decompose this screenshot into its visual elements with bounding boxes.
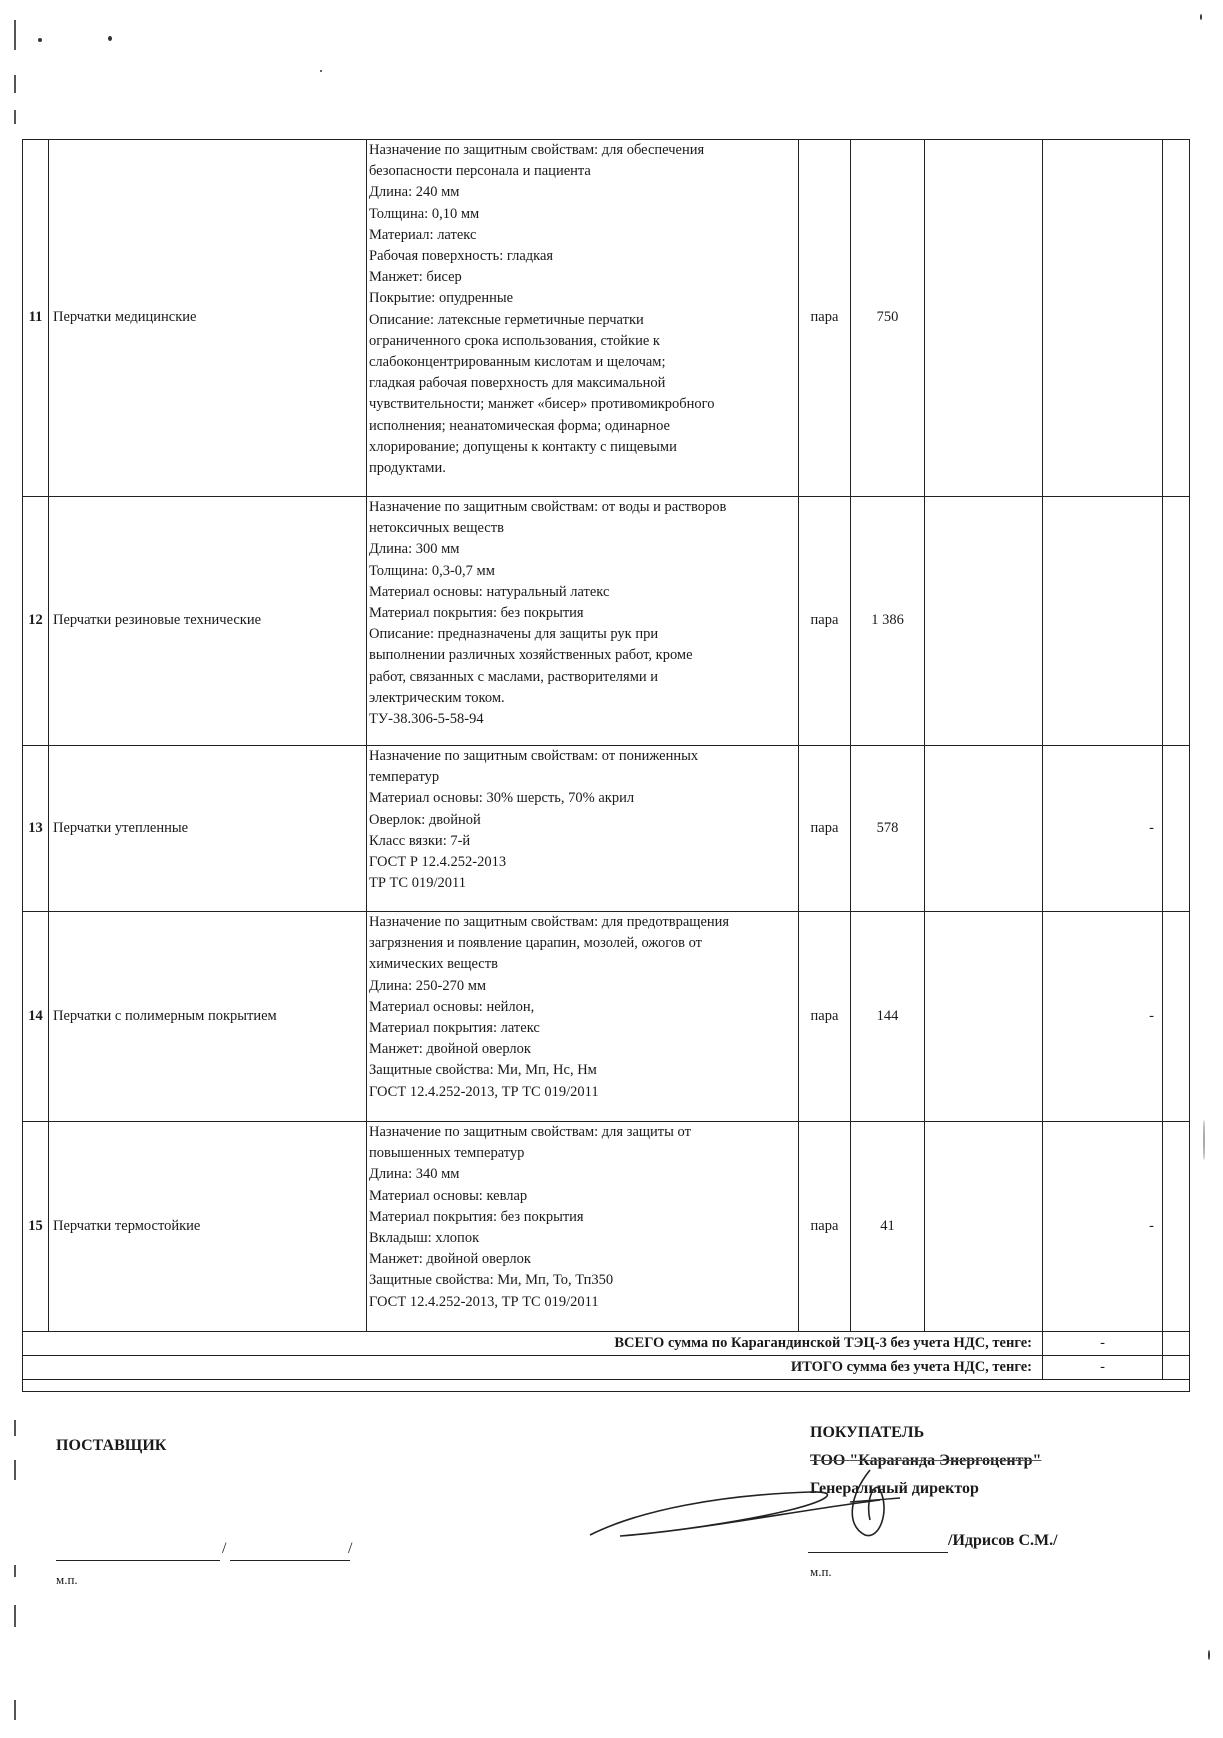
supplier-signature-line [56, 1560, 220, 1561]
supplier-title: ПОСТАВЩИК [56, 1437, 167, 1454]
buyer-title: ПОКУПАТЕЛЬ [810, 1424, 925, 1441]
item-unit: пара [799, 912, 851, 1122]
item-sum: - [1043, 1122, 1163, 1332]
row-number: 15 [23, 1122, 49, 1332]
buyer-signature [580, 1440, 1000, 1560]
total-value: - [1043, 1332, 1163, 1356]
total-extra [1163, 1332, 1190, 1356]
scan-edge-mark [14, 1460, 16, 1480]
scan-edge-mark [14, 1565, 16, 1577]
item-name: Перчатки утепленные [49, 746, 367, 912]
scan-edge-mark [14, 1420, 16, 1436]
item-price [925, 746, 1043, 912]
scan-edge-mark [14, 75, 16, 93]
item-description: Назначение по защитным свойствам: от воды и растворов нетоксичных веществ Длина: 300 мм Толщина: 0,3-0,7 мм Материал основы: натуральный латекс Материал покрытия: без покрытия Описание: предназначены для защиты рук при выполнении различных хозяйственных работ, кроме работ, связанных с маслами, растворителями и электрическим током. ТУ-38.306-5-58-94 [367, 497, 799, 746]
row-number: 11 [23, 140, 49, 497]
supplier-stamp-place: м.п. [56, 1572, 78, 1587]
table-row [23, 746, 1190, 912]
item-quantity: 578 [851, 746, 925, 912]
total-label: ВСЕГО сумма по Карагандинской ТЭЦ-3 без учета НДС, тенге: [23, 1332, 1043, 1356]
scan-edge-mark [14, 110, 16, 124]
row-number: 13 [23, 746, 49, 912]
scan-speck [108, 36, 112, 41]
item-price [925, 140, 1043, 497]
item-description: Назначение по защитным свойствам: для защиты от повышенных температур Длина: 340 мм Материал основы: кевлар Материал покрытия: без покрытия Вкладыш: хлопок Манжет: двойной оверлок Защитные свойства: Ми, Мп, То, Тп350 ГОСТ 12.4.252-2013, ТР ТС 019/2011 [367, 1122, 799, 1332]
item-unit: пара [799, 497, 851, 746]
item-name: Перчатки с полимерным покрытием [49, 912, 367, 1122]
supplier-name-line [230, 1560, 350, 1561]
item-description: Назначение по защитным свойствам: для предотвращения загрязнения и появление царапин, мозолей, ожогов от химических веществ Длина: 250-270 мм Материал основы: нейлон, Материал покрытия: латекс Манжет: двойной оверлок Защитные свойства: Ми, Мп, Нс, Нм ГОСТ 12.4.252-2013, ТР ТС 019/2011 [367, 912, 799, 1122]
item-quantity: 750 [851, 140, 925, 497]
table-row [23, 912, 1190, 1122]
total-row [23, 1332, 1190, 1356]
item-description: Назначение по защитным свойствам: от пониженных температур Материал основы: 30% шерсть, 70% акрил Оверлок: двойной Класс вязки: 7-й ГОСТ Р 12.4.252-2013 ТР ТС 019/2011 [367, 746, 799, 912]
table-row [23, 140, 1190, 497]
buyer-position: Генеральный директор [810, 1480, 979, 1497]
item-sum: - [1043, 912, 1163, 1122]
grand-total-row [23, 1356, 1190, 1380]
item-extra [1163, 497, 1190, 746]
item-sum: - [1043, 746, 1163, 912]
item-description: Назначение по защитным свойствам: для обеспечения безопасности персонала и пациента Длина: 240 мм Толщина: 0,10 мм Материал: латекс Рабочая поверхность: гладкая Манжет: бисер Покрытие: опудренные Описание: латексные герметичные перчатки ограниченного срока использования, стойкие к слабоконцентрированным кислотам и щелочам; гладкая рабочая поверхность для максимальной чувствительности; манжет «бисер» противомикробного исполнения; неанатомическая форма; одинарное хлорирование; допущены к контакту с пищевыми продуктами. [367, 140, 799, 497]
grand-total-value: - [1043, 1356, 1163, 1380]
buyer-name: /Идрисов С.М./ [948, 1532, 1058, 1549]
item-unit: пара [799, 746, 851, 912]
item-name: Перчатки термостойкие [49, 1122, 367, 1332]
supplier-slash: / [222, 1540, 227, 1557]
table-row [23, 1122, 1190, 1332]
table-footer-cell [23, 1380, 1190, 1392]
item-unit: пара [799, 140, 851, 497]
table-footer-row [23, 1380, 1190, 1392]
item-name: Перчатки резиновые технические [49, 497, 367, 746]
buyer-company: ТОО "Караганда Энергоцентр" [810, 1452, 1042, 1469]
item-sum [1043, 497, 1163, 746]
buyer-stamp-place: м.п. [810, 1564, 832, 1579]
scan-edge-mark [14, 1605, 16, 1627]
item-quantity: 41 [851, 1122, 925, 1332]
scan-speck [38, 38, 42, 42]
table-row [23, 497, 1190, 746]
item-extra [1163, 912, 1190, 1122]
row-number: 12 [23, 497, 49, 746]
grand-total-extra [1163, 1356, 1190, 1380]
grand-total-label: ИТОГО сумма без учета НДС, тенге: [23, 1356, 1043, 1380]
item-name: Перчатки медицинские [49, 140, 367, 497]
item-quantity: 1 386 [851, 497, 925, 746]
item-price [925, 497, 1043, 746]
item-extra [1163, 1122, 1190, 1332]
scan-speck [1203, 1120, 1205, 1160]
item-sum [1043, 140, 1163, 497]
scan-edge-mark [14, 20, 16, 50]
item-quantity: 144 [851, 912, 925, 1122]
goods-table [22, 139, 1190, 1392]
item-extra [1163, 140, 1190, 497]
item-unit: пара [799, 1122, 851, 1332]
scan-speck [1208, 1650, 1210, 1660]
supplier-slash-end: / [348, 1540, 353, 1557]
scan-speck [320, 70, 322, 72]
scan-speck [1200, 14, 1202, 20]
item-price [925, 912, 1043, 1122]
scan-edge-mark [14, 1700, 16, 1720]
row-number: 14 [23, 912, 49, 1122]
item-extra [1163, 746, 1190, 912]
item-price [925, 1122, 1043, 1332]
